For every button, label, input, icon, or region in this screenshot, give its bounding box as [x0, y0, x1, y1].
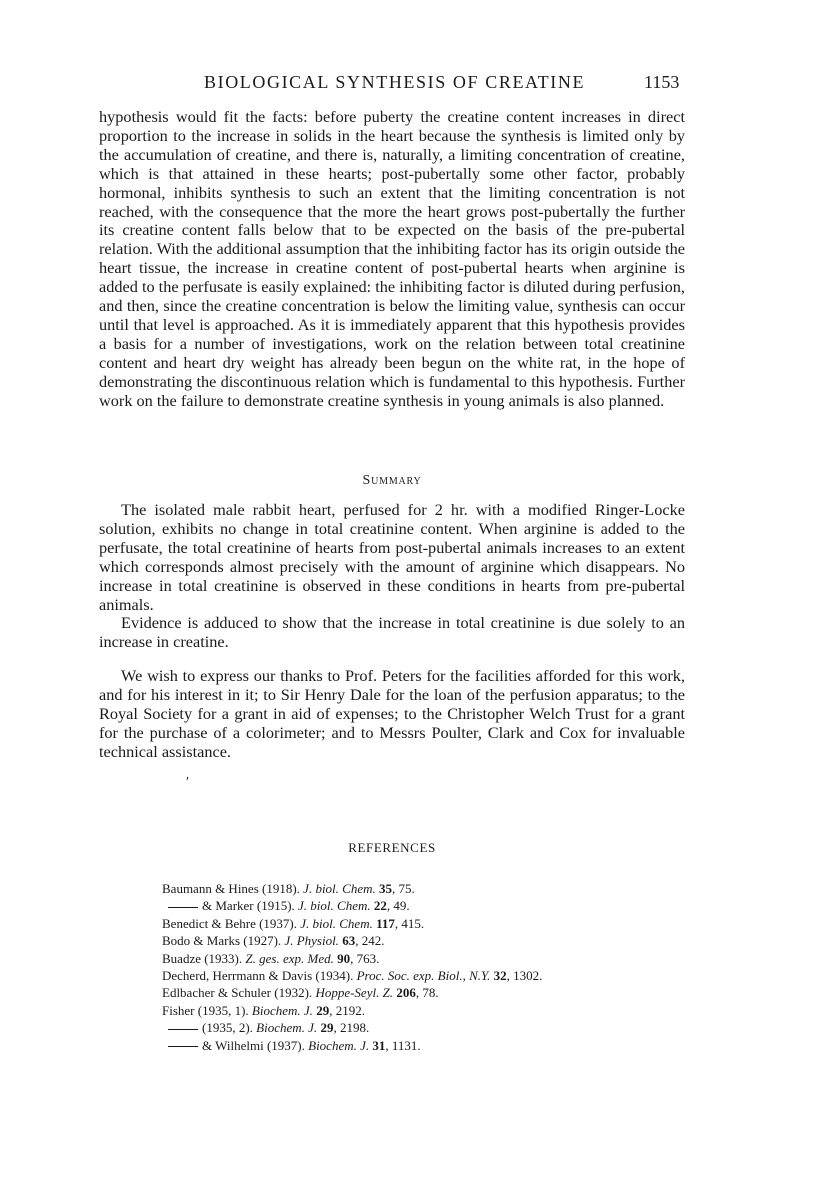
- reference-list: [162, 880, 702, 1054]
- reference-item: [162, 1002, 702, 1019]
- reference-item: [162, 915, 702, 932]
- reference-pages: , 415.: [394, 915, 425, 931]
- reference-volume: 117: [376, 915, 395, 931]
- reference-item: [162, 880, 702, 897]
- reference-volume: 29: [320, 1020, 334, 1036]
- reference-pages: , 78.: [415, 985, 439, 1001]
- reference-item: [162, 1019, 702, 1036]
- acknowledgements: [99, 667, 685, 762]
- body-paragraph: hypothesis would fit the facts: before puberty the creatine content increases in direct proportion to the increase in solids in the heart because the synthesis is limited only by the accumulation of creatine, and there is, naturally, a limiting concentration of creatine, which is that attained in these hearts; post-pubertally some other factor, probably hormonal, inhibits synthesis to such an extent that the limiting concentration is not reached, with the consequence that the more the heart grows post-pubertally the further its creatine content falls below that to be expected on the basis of the pre-pubertal relation. With the additional assumption that the inhibiting factor has its origin outside the heart tissue, the increase in creatine content of post-pubertal hearts when arginine is added to the perfusate is easily explained: the inhibiting factor is diluted during perfusion, and then, since the creatine concentration is below the limiting value, synthesis can occur until that level is approached. As it is immediately apparent that this hypothesis provides a basis for a number of investigations, work on the relation between total creatinine content and heart dry weight has already been begun on the white rat, in the hope of demonstrating the discontinuous relation which is fundamental to this hypothesis. Further work on the failure to demonstrate creatine synthesis in young animals is also planned.: [99, 107, 685, 410]
- ditto-dash: [168, 907, 198, 908]
- reference-journal: Biochem. J.: [251, 1002, 313, 1018]
- reference-authors: Baumann & Hines (1918).: [162, 881, 300, 896]
- reference-journal: J. Physiol.: [284, 933, 339, 949]
- reference-volume: 29: [316, 1002, 330, 1018]
- reference-authors: Decherd, Herrmann & Davis (1934).: [162, 968, 354, 984]
- reference-authors: & Wilhelmi (1937).: [202, 1037, 305, 1053]
- reference-item: [162, 1037, 702, 1054]
- reference-journal: Z. ges. exp. Med.: [245, 950, 334, 966]
- reference-item: [162, 950, 702, 967]
- reference-pages: , 242.: [355, 933, 385, 949]
- reference-authors: Fisher (1935, 1).: [162, 1002, 249, 1018]
- summary-paragraph-2: Evidence is adduced to show that the increase in total creatinine is due solely to an increase in creatine.: [99, 613, 685, 652]
- ditto-dash: [168, 1046, 198, 1047]
- reference-volume: 22: [373, 898, 387, 914]
- acknowledgements-paragraph: We wish to express our thanks to Prof. Peters for the facilities afforded for this work, and for his interest in it; to Sir Henry Dale for the loan of the perfusion apparatus; to the Royal Society for a grant in aid of expenses; to the Christopher Welch Trust for a grant for the purchase of a colorimeter; and to Messrs Poulter, Clark and Cox for invaluable technical assistance.: [99, 666, 685, 761]
- running-head-title: BIOLOGICAL SYNTHESIS OF CREATINE: [204, 72, 586, 92]
- reference-item: [162, 897, 702, 914]
- summary-heading: Summary: [362, 473, 422, 488]
- reference-authors: Bodo & Marks (1927).: [162, 933, 282, 949]
- reference-pages: , 75.: [392, 881, 415, 896]
- reference-authors: & Marker (1915).: [202, 898, 295, 914]
- reference-item: [162, 984, 702, 1001]
- reference-item: [162, 932, 702, 949]
- reference-authors: Benedict & Behre (1937).: [162, 915, 298, 931]
- reference-journal: J. biol. Chem.: [300, 915, 373, 931]
- page-number: 1153: [644, 72, 680, 92]
- reference-journal: Biochem. J.: [308, 1037, 370, 1053]
- reference-pages: , 2192.: [329, 1002, 365, 1018]
- reference-volume: 206: [396, 985, 416, 1001]
- reference-journal: J. biol. Chem.: [298, 898, 371, 914]
- reference-item: [162, 967, 702, 984]
- reference-authors: (1935, 2).: [202, 1020, 253, 1036]
- reference-authors: Edlbacher & Schuler (1932).: [162, 985, 313, 1001]
- reference-journal: J. biol. Chem.: [303, 881, 376, 896]
- reference-pages: , 49.: [386, 898, 410, 914]
- reference-journal: Biochem. J.: [256, 1020, 318, 1036]
- summary-section: [99, 501, 685, 652]
- reference-volume: 31: [372, 1037, 386, 1053]
- references-heading: REFERENCES: [348, 840, 436, 855]
- reference-volume: 90: [337, 950, 351, 966]
- reference-volume: 32: [493, 968, 507, 984]
- reference-journal: Hoppe-Seyl. Z.: [315, 985, 394, 1001]
- body-text: [99, 108, 685, 411]
- reference-pages: , 1131.: [385, 1037, 421, 1053]
- reference-pages: , 763.: [350, 950, 380, 966]
- reference-volume: 63: [342, 933, 356, 949]
- reference-authors: Buadze (1933).: [162, 950, 243, 966]
- reference-volume: 35: [379, 881, 392, 896]
- summary-paragraph-1: The isolated male rabbit heart, perfused for 2 hr. with a modified Ringer-Locke solution, exhibits no change in total creatinine content. When arginine is added to the perfusate, the total creatinine of hearts from post-pubertal animals increases to an extent which corresponds almost precisely with the amount of arginine which disappears. No increase in total creatinine is observed in these conditions in hearts from pre-pubertal animals.: [99, 500, 685, 614]
- reference-journal: Proc. Soc. exp. Biol., N.Y.: [356, 968, 491, 984]
- stray-mark: ′: [186, 775, 190, 790]
- ditto-dash: [168, 1029, 198, 1030]
- reference-pages: , 1302.: [506, 968, 543, 984]
- reference-pages: , 2198.: [333, 1020, 370, 1036]
- running-head: [204, 72, 684, 93]
